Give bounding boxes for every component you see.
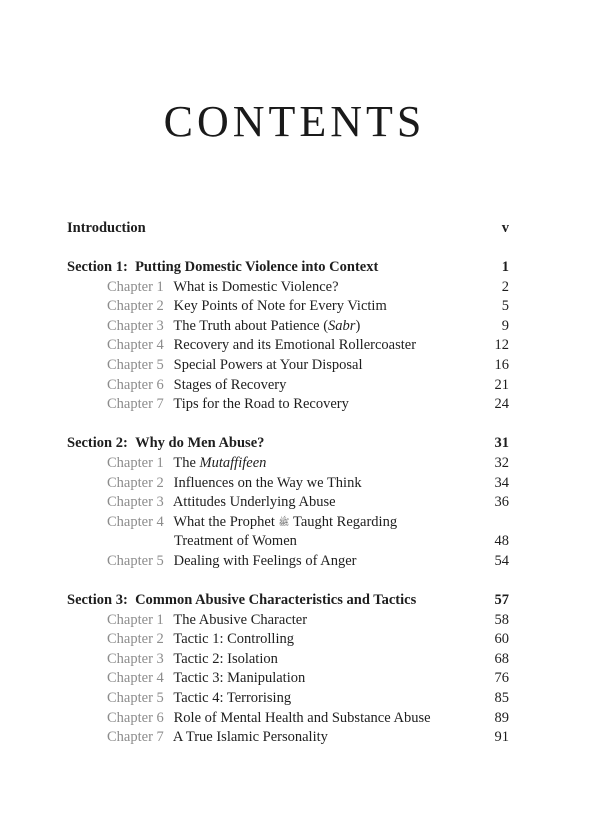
chapter-page: 68: [494, 650, 509, 667]
honorific-glyph: ﷺ: [278, 516, 290, 527]
chapter-page: 34: [494, 474, 509, 491]
toc-section-1[interactable]: [67, 258, 509, 278]
chapter-label: Chapter 5: [107, 552, 164, 569]
chapter-label: Chapter 4: [107, 670, 164, 687]
chapter-page: 21: [494, 376, 509, 393]
toc-introduction[interactable]: [67, 219, 509, 239]
chapter-page: 48: [494, 533, 509, 550]
chapter-page: 85: [494, 689, 509, 706]
chapter-page: 16: [494, 357, 509, 374]
chapter-title-line2: Treatment of Women: [174, 533, 297, 550]
toc-chapter[interactable]: [67, 376, 509, 396]
toc-chapter[interactable]: [67, 395, 509, 415]
chapter-page: 89: [494, 709, 509, 726]
chapter-title: Tactic 2: Isolation: [173, 650, 278, 667]
section-title: Why do Men Abuse?: [135, 435, 265, 452]
chapter-title: Tips for the Road to Recovery: [173, 396, 349, 413]
toc-chapter[interactable]: [67, 336, 509, 356]
toc-chapter[interactable]: [67, 317, 509, 337]
toc-chapter[interactable]: [67, 474, 509, 494]
chapter-label: Chapter 2: [107, 474, 164, 491]
toc-chapter-continued[interactable]: [67, 532, 509, 552]
spacer: [67, 415, 509, 435]
chapter-label: Chapter 1: [107, 278, 164, 295]
toc-chapter[interactable]: [67, 297, 509, 317]
section-title: Common Abusive Characteristics and Tactics: [135, 592, 417, 608]
chapter-label: Chapter 2: [107, 298, 164, 315]
toc-chapter[interactable]: [67, 689, 509, 709]
chapter-label: Chapter 6: [107, 376, 164, 393]
chapter-title: What is Domestic Violence?: [173, 278, 339, 295]
section-label: Section 3:: [67, 592, 128, 608]
chapter-page: 36: [494, 494, 509, 511]
chapter-label: Chapter 7: [107, 729, 164, 746]
toc-chapter[interactable]: [67, 728, 509, 748]
chapter-title: Tactic 3: Manipulation: [173, 670, 306, 687]
section-label: Section 1:: [67, 259, 128, 276]
section-label: Section 2:: [67, 435, 128, 452]
introduction-title: Introduction: [67, 220, 146, 236]
chapter-page: 76: [494, 670, 509, 687]
chapter-page: 9: [501, 317, 509, 334]
chapter-title: Role of Mental Health and Substance Abuse: [173, 709, 431, 726]
section-title: Putting Domestic Violence into Context: [135, 259, 379, 276]
toc-chapter[interactable]: [67, 630, 509, 650]
chapter-title: Influences on the Way we Think: [173, 474, 362, 491]
section-page: 1: [501, 259, 509, 276]
chapter-label: Chapter 7: [107, 396, 164, 413]
chapter-title: Key Points of Note for Every Victim: [173, 298, 387, 315]
spacer: [67, 572, 509, 592]
toc-chapter[interactable]: [67, 650, 509, 670]
chapter-title: Stages of Recovery: [173, 376, 287, 393]
toc-chapter[interactable]: [67, 278, 509, 298]
chapter-title-italic: Sabr: [328, 317, 356, 334]
chapter-page: 24: [494, 396, 509, 413]
chapter-title: Attitudes Underlying Abuse: [172, 494, 336, 511]
chapter-label: Chapter 5: [107, 357, 164, 374]
chapter-title: Special Powers at Your Disposal: [173, 357, 363, 374]
chapter-title-text: What the Prophet: [173, 513, 275, 530]
chapter-label: Chapter 2: [107, 631, 164, 648]
chapter-title: Tactic 1: Controlling: [173, 631, 294, 648]
chapter-page: 60: [494, 631, 509, 648]
toc-chapter[interactable]: [67, 611, 509, 631]
toc-section-2[interactable]: [67, 434, 509, 454]
chapter-label: Chapter 3: [107, 317, 164, 334]
chapter-label: Chapter 6: [107, 709, 164, 726]
chapter-title: A True Islamic Personality: [172, 729, 328, 746]
chapter-title: Tactic 4: Terrorising: [173, 689, 292, 706]
introduction-page: v: [501, 220, 509, 236]
chapter-title: Dealing with Feelings of Anger: [173, 552, 357, 569]
toc-chapter[interactable]: [67, 493, 509, 513]
chapter-page: 12: [494, 337, 509, 354]
chapter-label: Chapter 3: [107, 494, 164, 511]
section-page: 57: [494, 592, 509, 608]
toc-chapter[interactable]: [67, 454, 509, 474]
chapter-title-text: The Truth about Patience (: [173, 317, 329, 334]
chapter-page: 58: [494, 611, 509, 628]
chapter-title: Recovery and its Emotional Rollercoaster: [173, 337, 417, 354]
spacer: [67, 239, 509, 259]
chapter-title: [173, 318, 360, 334]
toc-chapter[interactable]: [67, 669, 509, 689]
chapter-title-text: Taught Regarding: [292, 513, 398, 530]
page-title: CONTENTS: [163, 97, 426, 146]
chapter-label: Chapter 4: [107, 337, 164, 354]
chapter-page: 5: [501, 298, 509, 315]
chapter-title-text: ): [355, 317, 361, 334]
section-page: 31: [494, 435, 509, 452]
chapter-title-text: The: [173, 454, 200, 471]
toc-chapter[interactable]: [67, 552, 509, 572]
table-of-contents: [67, 219, 509, 748]
toc-chapter[interactable]: [67, 513, 509, 533]
toc-chapter[interactable]: [67, 356, 509, 376]
chapter-label: Chapter 1: [107, 611, 164, 628]
chapter-page: 91: [494, 729, 509, 746]
chapter-page: 2: [501, 278, 509, 295]
chapter-label: Chapter 1: [107, 454, 164, 471]
chapter-label: Chapter 5: [107, 689, 164, 706]
chapter-label: Chapter 3: [107, 650, 164, 667]
chapter-title-italic: Mutaffifeen: [199, 454, 267, 471]
chapter-label: Chapter 4: [107, 513, 164, 530]
chapter-page: 54: [494, 552, 509, 569]
toc-section-3[interactable]: [67, 591, 509, 611]
toc-chapter[interactable]: [67, 709, 509, 729]
chapter-title: [173, 514, 397, 530]
chapter-title: The Abusive Character: [173, 611, 308, 628]
chapter-page: 32: [494, 454, 509, 471]
chapter-title: [173, 455, 266, 471]
